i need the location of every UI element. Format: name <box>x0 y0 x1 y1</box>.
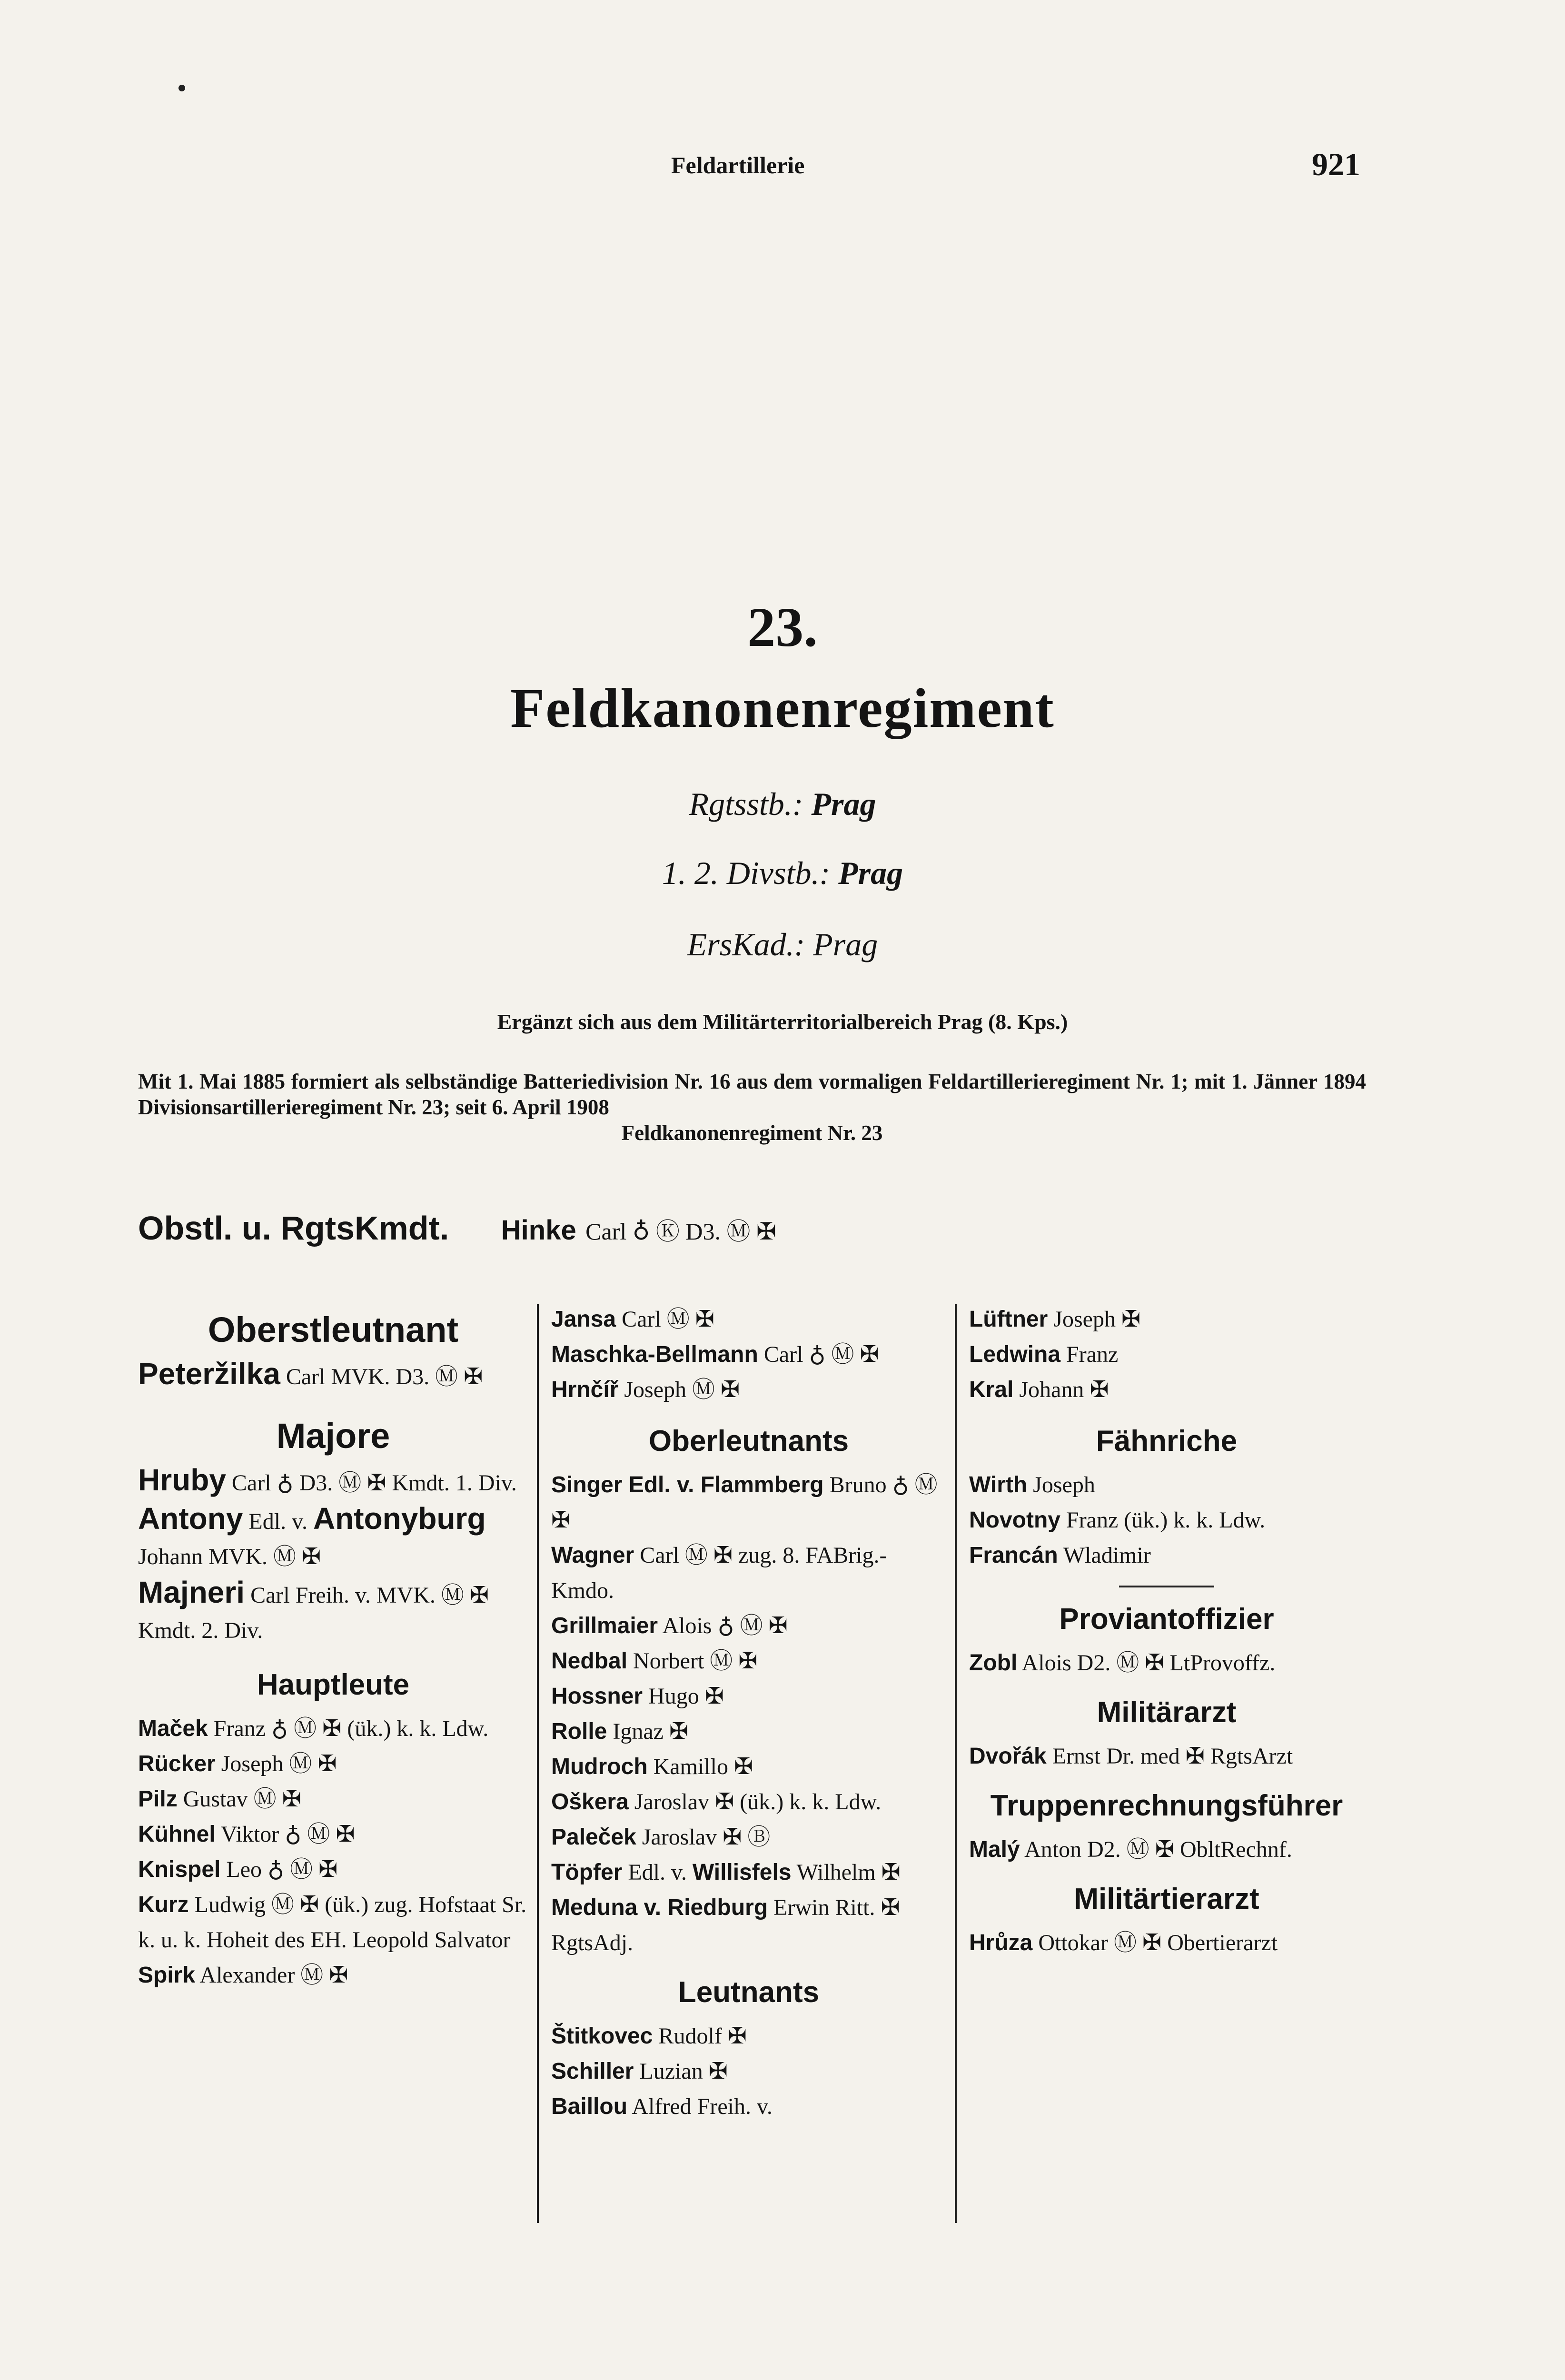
roster-entry: Lüftner Joseph ✠ <box>969 1307 1141 1332</box>
commander-details: Carl ♁ Ⓚ D3. Ⓜ ✠ <box>585 1218 776 1245</box>
roster-entry: Hrůza Ottokar Ⓜ ✠ Obertierarzt <box>969 1930 1278 1955</box>
recruitment-note: Ergänzt sich aus dem Militärterritorialbereich Prag (8. Kps.) <box>497 1010 1068 1034</box>
roster-entry: Dvořák Ernst Dr. med ✠ RgtsArzt <box>969 1744 1293 1769</box>
roster-entry: Jansa Carl Ⓜ ✠ <box>551 1307 714 1332</box>
history-text-last: Feldkanonenregiment Nr. 23 <box>621 1121 883 1145</box>
roster-entry: Štitkovec Rudolf ✠ <box>551 2023 747 2049</box>
roster-entry: Schiller Luzian ✠ <box>551 2059 728 2084</box>
roster-entry: Wagner Carl Ⓜ ✠ zug. 8. FABrig.-Kmdo. <box>551 1543 887 1603</box>
station-label: Rgtsstb.: <box>689 786 803 822</box>
station-place: Prag <box>838 855 903 891</box>
roster-entry: Francán Wladimir <box>969 1543 1151 1568</box>
roster-entry: Hruby Carl ♁ D3. Ⓜ ✠ Kmdt. 1. Div. <box>138 1463 517 1497</box>
section-heading: Oberleutnants <box>648 1425 849 1458</box>
roster-column-3 <box>969 1302 1364 1961</box>
roster-entry: Ledwina Franz <box>969 1342 1119 1367</box>
roster-entry: Malý Anton D2. Ⓜ ✠ ObltRechnf. <box>969 1837 1292 1862</box>
section-heading: Leutnants <box>678 1976 820 2009</box>
section-heading: Militärtierarzt <box>1074 1883 1259 1915</box>
roster-entry: Rücker Joseph Ⓜ ✠ <box>138 1751 337 1776</box>
roster-entry: Wirth Joseph <box>969 1472 1095 1497</box>
roster-entry: Pilz Gustav Ⓜ ✠ <box>138 1786 301 1812</box>
station-label: 1. 2. Divstb.: <box>662 855 831 891</box>
roster-entry: Hossner Hugo ✠ <box>551 1684 724 1709</box>
station-label: ErsKad.: <box>687 926 805 962</box>
station-line <box>0 926 1565 963</box>
roster-entry: Peteržilka Carl MVK. D3. Ⓜ ✠ <box>138 1357 483 1391</box>
section-heading: Fähnriche <box>1096 1425 1238 1458</box>
roster-entry: Singer Edl. v. Flammberg Bruno ♁ Ⓜ ✠ <box>551 1472 938 1533</box>
roster-entry: Mudroch Kamillo ✠ <box>551 1754 753 1779</box>
roster-entry: Maschka-Bellmann Carl ♁ Ⓜ ✠ <box>551 1342 879 1367</box>
running-head-title: Feldartillerie <box>671 152 805 178</box>
roster-entry: Baillou Alfred Freih. v. <box>551 2094 773 2119</box>
station-place: Prag <box>813 926 878 962</box>
roster-entry: Spirk Alexander Ⓜ ✠ <box>138 1963 348 1988</box>
roster-entry: Kral Johann ✠ <box>969 1377 1109 1402</box>
station-line <box>0 854 1565 892</box>
station-place: Prag <box>811 786 876 822</box>
print-speck <box>178 85 185 91</box>
section-heading: Truppenrechnungsführer <box>990 1789 1343 1822</box>
roster-entry: Maček Franz ♁ Ⓜ ✠ (ük.) k. k. Ldw. <box>138 1716 489 1741</box>
roster-entry: Grillmaier Alois ♁ Ⓜ ✠ <box>551 1613 788 1638</box>
page-number: 921 <box>1312 146 1360 182</box>
roster-entry: Töpfer Edl. v. Willisfels Wilhelm ✠ <box>551 1860 901 1885</box>
section-heading: Oberstleutnant <box>208 1310 459 1349</box>
commander-line <box>138 1209 776 1247</box>
roster-column-1 <box>138 1302 528 1993</box>
commander-name: Hinke <box>501 1215 576 1246</box>
regiment-title: Feldkanonenregiment <box>510 677 1055 739</box>
roster-entry: Knispel Leo ♁ Ⓜ ✠ <box>138 1857 338 1882</box>
roster-entry: Nedbal Norbert Ⓜ ✠ <box>551 1648 758 1674</box>
roster-entry: Kurz Ludwig Ⓜ ✠ (ük.) zug. Hofstaat Sr. k. u. k. Hoheit des EH. Leopold Salvator <box>138 1892 527 1953</box>
roster-entry: Novotny Franz (ük.) k. k. Ldw. <box>969 1507 1266 1533</box>
roster-entry: Rolle Ignaz ✠ <box>551 1719 689 1744</box>
roster-entry: Paleček Jaroslav ✠ Ⓑ <box>551 1825 771 1850</box>
column-rule <box>537 1304 539 2223</box>
history-paragraph <box>138 1069 1366 1146</box>
roster-entry: Hrnčíř Joseph Ⓜ ✠ <box>551 1377 740 1402</box>
roster-entry: Kühnel Viktor ♁ Ⓜ ✠ <box>138 1822 355 1847</box>
separator-rule <box>1119 1586 1214 1587</box>
section-heading: Militärarzt <box>1097 1696 1237 1729</box>
roster-column-2 <box>551 1302 946 2124</box>
commander-rank: Obstl. u. RgtsKmdt. <box>138 1210 449 1247</box>
roster-entry: Meduna v. Riedburg Erwin Ritt. ✠ RgtsAdj. <box>551 1895 900 1955</box>
history-text: Mit 1. Mai 1885 formiert als selbständige Batteriedivision Nr. 16 aus dem vormaligen Feldartillerieregiment Nr. 1; mit 1. Jänner 1894 Divisionsartillerieregiment Nr. 23; seit 6. April 1908 <box>138 1070 1366 1119</box>
station-line <box>0 785 1565 823</box>
section-heading: Hauptleute <box>257 1668 410 1701</box>
section-heading: Proviantoffizier <box>1059 1603 1274 1636</box>
regiment-number: 23. <box>747 596 818 658</box>
roster-entry: Antony Edl. v. Antonyburg Johann MVK. Ⓜ ✠ <box>138 1501 486 1569</box>
roster-entry: Oškera Jaroslav ✠ (ük.) k. k. Ldw. <box>551 1789 882 1815</box>
column-rule <box>955 1304 957 2223</box>
roster-entry: Zobl Alois D2. Ⓜ ✠ LtProvoffz. <box>969 1650 1276 1676</box>
roster-entry: Majneri Carl Freih. v. MVK. Ⓜ ✠ Kmdt. 2. Div. <box>138 1575 489 1643</box>
section-heading: Majore <box>276 1416 390 1456</box>
